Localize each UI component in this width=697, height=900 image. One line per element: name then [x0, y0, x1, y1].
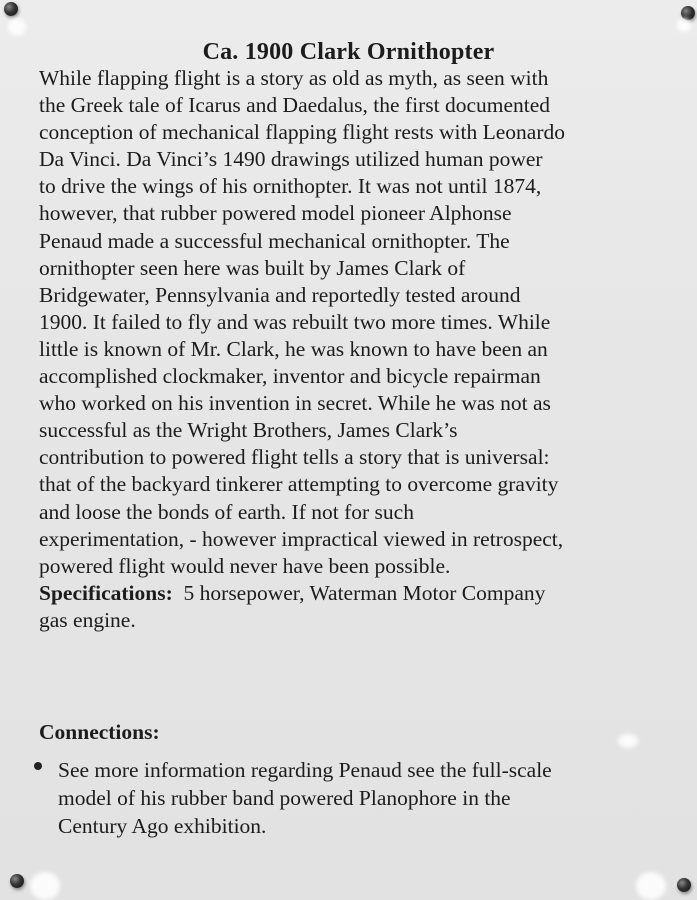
- body-line: conception of mechanical flapping flight rests with Leonardo: [39, 120, 565, 145]
- bullet-icon: [34, 762, 42, 770]
- description-paragraph: [39, 65, 679, 634]
- pushpin-icon: [4, 2, 18, 16]
- body-line: and loose the bonds of earth. If not for such: [39, 499, 414, 524]
- body-line: the Greek tale of Icarus and Daedalus, the first documented: [39, 93, 551, 118]
- placard-title: Ca. 1900 Clark Ornithopter: [202, 39, 495, 65]
- specifications-text: 5 horsepower, Waterman Motor Company: [172, 580, 546, 605]
- bullet-line: model of his rubber band powered Planophore in the: [58, 786, 511, 810]
- specifications-label: Specifications:: [39, 580, 173, 605]
- body-line: however, that rubber powered model pioneer Alphonse: [39, 201, 512, 226]
- body-line: While flapping flight is a story as old as myth, as seen with: [39, 66, 549, 90]
- specifications-continuation: gas engine.: [39, 607, 136, 632]
- light-glare: [8, 18, 26, 36]
- body-line: contribution to powered flight tells a story that is universal:: [39, 445, 550, 470]
- body-line: successful as the Wright Brothers, James Clark’s: [39, 418, 458, 443]
- body-line: who worked on his invention in secret. While he was not as: [39, 391, 551, 416]
- bullet-line: Century Ago exhibition.: [58, 814, 267, 838]
- connections-bullet-text: [58, 756, 552, 840]
- light-glare: [618, 734, 638, 748]
- specifications-line: [39, 580, 679, 607]
- pushpin-icon: [677, 878, 691, 892]
- body-line: experimentation, - however impractical viewed in retrospect,: [39, 526, 564, 551]
- body-line: accomplished clockmaker, inventor and bicycle repairman: [39, 364, 541, 389]
- light-glare: [30, 872, 60, 900]
- bullet-line: See more information regarding Penaud see the full-scale: [58, 758, 552, 782]
- light-glare: [677, 18, 691, 32]
- body-line: Da Vinci. Da Vinci’s 1490 drawings utilized human power: [39, 147, 543, 172]
- connections-heading: Connections:: [39, 720, 160, 744]
- body-line: that of the backyard tinkerer attempting to overcome gravity: [39, 472, 559, 497]
- light-glare: [636, 872, 666, 900]
- body-line: Bridgewater, Pennsylvania and reportedly tested around: [39, 282, 521, 307]
- pushpin-icon: [10, 874, 24, 888]
- body-line: 1900. It failed to fly and was rebuilt two more times. While: [39, 309, 551, 334]
- body-line: to drive the wings of his ornithopter. It was not until 1874,: [39, 174, 542, 199]
- body-line: powered flight would never have been possible.: [39, 553, 451, 578]
- body-line: little is known of Mr. Clark, he was known to have been an: [39, 336, 548, 361]
- body-line: Penaud made a successful mechanical ornithopter. The: [39, 228, 510, 253]
- body-line: ornithopter seen here was built by James Clark of: [39, 255, 466, 280]
